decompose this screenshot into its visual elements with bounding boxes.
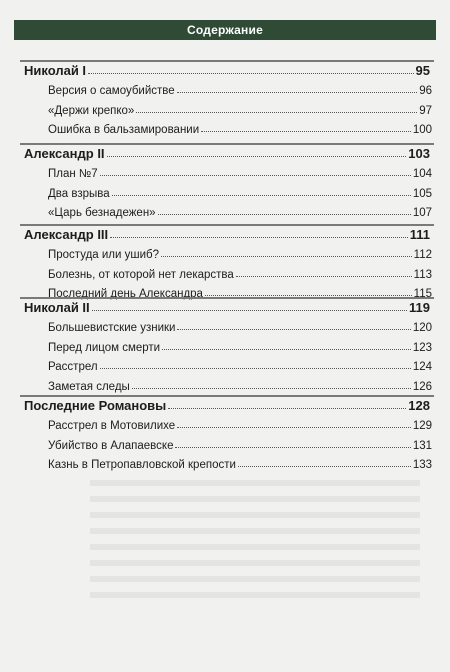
dot-leader [177,427,411,428]
chapter-entry-title: Николай II [24,300,90,315]
subsection-entry [48,361,432,373]
chapter-entry [24,227,430,242]
subsection-entry [48,207,432,219]
chapter-entry-page-number: 119 [409,300,430,315]
subsection-entry-title: Расстрел [48,361,98,373]
subsection-entry-title: Заметая следы [48,380,130,393]
subsection-entry-title: Большевистские узники [48,322,176,334]
bleed-through-text [90,470,420,650]
subsection-entry-title: Болезнь, от которой нет лекарства [48,268,234,281]
subsection-entry-page-number: 129 [412,420,432,432]
dot-leader [238,466,411,467]
chapter-entry-page-number: 95 [415,63,430,78]
subsection-entry-page-number: 113 [413,268,432,281]
subsection-entry [48,188,432,200]
subsection-entry-page-number: 120 [412,322,432,334]
dot-leader [161,256,412,257]
subsection-entry-page-number: 131 [412,439,432,452]
subsection-entry-page-number: 112 [413,249,432,261]
subsection-entry-title: Простуда или ушиб? [48,249,160,261]
subsection-entry-page-number: 107 [412,207,432,219]
chapter-entry-title: Николай I [24,63,87,78]
subsection-entry [48,420,432,432]
dot-leader [112,195,411,196]
chapter-entry-title: Александр II [24,146,105,161]
dot-leader [177,92,418,93]
subsection-entry [48,440,432,452]
chapter-divider [20,224,434,226]
subsection-entry-title: Ошибка в бальзамировании [48,124,200,136]
subsection-entry-page-number: 97 [419,104,432,117]
subsection-entry-page-number: 115 [413,288,432,300]
subsection-entry [48,269,432,281]
dot-leader [100,368,411,369]
chapter-entry-page-number: 128 [408,398,430,413]
subsection-entry-title: Версия о самоубийстве [48,85,175,97]
dot-leader [162,349,411,350]
subsection-entry [48,381,432,393]
dot-leader [100,175,411,176]
subsection-entry-page-number: 126 [412,380,432,393]
chapter-entry [24,63,430,78]
chapter-entry-page-number: 103 [408,146,430,161]
chapter-divider [20,143,434,145]
subsection-entry-title: Расстрел в Мотовилихе [48,420,176,432]
dot-leader [158,214,411,215]
subsection-entry-page-number: 104 [412,168,432,180]
chapter-entry [24,300,430,315]
subsection-entry-page-number: 123 [412,341,432,354]
chapter-entry [24,398,430,413]
chapter-entry [24,146,430,161]
subsection-entry [48,249,432,261]
toc-header-bar [14,20,436,40]
subsection-entry [48,459,432,471]
dot-leader [110,237,408,238]
subsection-entry [48,105,432,117]
subsection-entry [48,322,432,334]
subsection-entry [48,124,432,136]
dot-leader [177,329,410,330]
dot-leader [136,112,417,113]
dot-leader [107,156,407,157]
subsection-entry-title: Убийство в Алапаевске [48,439,174,452]
chapter-entry-title: Александр III [24,227,109,242]
chapter-entry-title: Последние Романовы [24,398,167,413]
subsection-entry-page-number: 96 [419,85,432,97]
subsection-entry [48,168,432,180]
subsection-entry-title: Казнь в Петропавловской крепости [48,459,236,471]
subsection-entry [48,85,432,97]
subsection-entry-page-number: 124 [412,361,432,373]
dot-leader [201,131,411,132]
subsection-entry-title: План №7 [48,168,98,180]
dot-leader [236,276,412,277]
chapter-divider [20,297,434,299]
dot-leader [168,408,406,409]
subsection-entry-title: «Царь безнадежен» [48,207,156,219]
subsection-entry-page-number: 100 [412,124,432,136]
subsection-entry-title: Перед лицом смерти [48,341,161,354]
subsection-entry-title: «Держи крепко» [48,104,135,117]
chapter-entry-page-number: 111 [409,227,430,242]
chapter-divider [20,60,434,62]
toc-title: Содержание [187,23,263,37]
dot-leader [132,388,411,389]
subsection-entry-page-number: 105 [412,187,432,200]
dot-leader [92,310,407,311]
subsection-entry-page-number: 133 [412,459,432,471]
subsection-entry-title: Два взрыва [48,187,110,200]
chapter-divider [20,395,434,397]
subsection-entry-title: Последний день Александра [48,288,203,300]
dot-leader [205,295,412,296]
dot-leader [175,447,410,448]
dot-leader [88,73,413,74]
subsection-entry [48,342,432,354]
